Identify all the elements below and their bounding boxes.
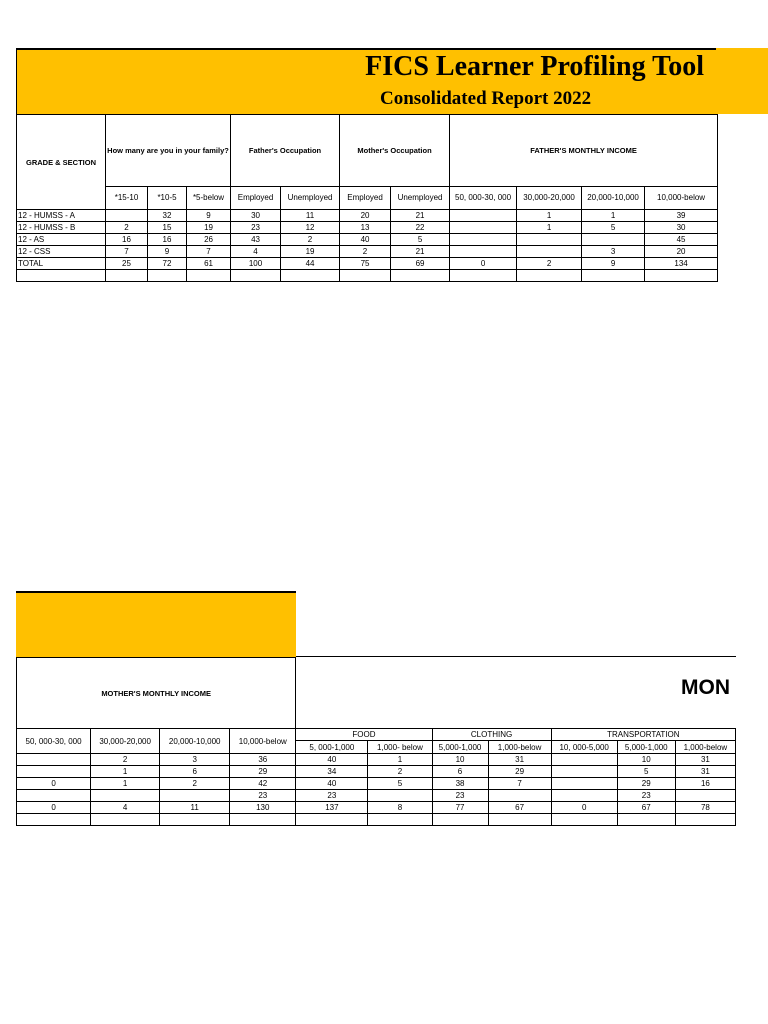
table-cell: 137	[296, 802, 368, 814]
table-cell: 0	[17, 778, 91, 790]
subheader-cell: 5, 000-1,000	[296, 741, 368, 754]
table-cell: 10	[617, 754, 675, 766]
table-cell: 78	[675, 802, 735, 814]
report-title: FICS Learner Profiling Tool	[365, 51, 704, 82]
table-cell: 40	[296, 754, 368, 766]
clothing-header: CLOTHING	[432, 729, 551, 741]
table-cell	[368, 790, 432, 802]
table-cell: 21	[391, 246, 450, 258]
second-banner	[16, 591, 296, 657]
table-cell	[488, 790, 551, 802]
subheader-cell: 1,000-below	[488, 741, 551, 754]
table-cell: 7	[488, 778, 551, 790]
table-cell: 134	[645, 258, 718, 270]
total-row	[17, 258, 718, 270]
mother-occupation-header: Mother's Occupation	[340, 115, 450, 187]
table-cell: 30	[231, 210, 281, 222]
table-cell: 9	[148, 246, 187, 258]
table-cell	[517, 246, 582, 258]
table-cell	[91, 790, 160, 802]
subheader-cell: 1,000- below	[368, 741, 432, 754]
monthly-expenses-heading: MON	[681, 676, 730, 699]
table-cell: 16	[148, 234, 187, 246]
table-cell: 2	[517, 258, 582, 270]
table-cell: 2	[160, 778, 230, 790]
table-cell: 75	[340, 258, 391, 270]
table-cell: 16	[675, 778, 735, 790]
subheader-cell: 10, 000-5,000	[551, 741, 617, 754]
table-cell: 42	[230, 778, 296, 790]
table-cell: 9	[187, 210, 231, 222]
table-cell: 67	[617, 802, 675, 814]
grade-section-cell: 12 - AS	[17, 234, 106, 246]
table-cell: 38	[432, 778, 488, 790]
transportation-header: TRANSPORTATION	[551, 729, 735, 741]
table-cell: 6	[432, 766, 488, 778]
report-subtitle: Consolidated Report 2022	[380, 88, 592, 109]
subheader-cell: 1,000-below	[675, 741, 735, 754]
grade-section-cell: 12 - HUMSS - B	[17, 222, 106, 234]
table-cell: 45	[645, 234, 718, 246]
father-income-header: FATHER'S MONTHLY INCOME	[450, 115, 718, 187]
income-expense-table	[16, 657, 736, 826]
table-cell	[450, 222, 517, 234]
table-cell	[551, 766, 617, 778]
table1-subheader-row	[17, 186, 718, 209]
table-cell: 36	[230, 754, 296, 766]
table-row	[17, 246, 718, 258]
empty-row	[17, 270, 718, 282]
table-cell: 23	[432, 790, 488, 802]
total-row	[17, 802, 736, 814]
table-cell	[582, 234, 645, 246]
table-cell: 32	[148, 210, 187, 222]
subheader-cell: 10,000-below	[645, 186, 718, 209]
table-cell: 1	[91, 766, 160, 778]
table-cell	[17, 790, 91, 802]
table-row	[17, 766, 736, 778]
table-cell: 7	[106, 246, 148, 258]
table-cell: 25	[106, 258, 148, 270]
table-cell: 44	[281, 258, 340, 270]
table-cell	[675, 790, 735, 802]
table-cell: 31	[675, 754, 735, 766]
subheader-cell: Unemployed	[281, 186, 340, 209]
subheader-cell: *5-below	[187, 186, 231, 209]
table-cell: 11	[281, 210, 340, 222]
table-cell: 16	[106, 234, 148, 246]
table-cell: 1	[517, 210, 582, 222]
table-cell: 21	[391, 210, 450, 222]
table-cell: 1	[91, 778, 160, 790]
table-cell: 19	[187, 222, 231, 234]
table-cell: 72	[148, 258, 187, 270]
table-cell: 39	[645, 210, 718, 222]
table-cell: 0	[17, 802, 91, 814]
table-row	[17, 778, 736, 790]
table-cell: 1	[582, 210, 645, 222]
table-cell: 7	[187, 246, 231, 258]
report-banner	[16, 48, 768, 114]
table-row	[17, 222, 718, 234]
table-cell: 23	[617, 790, 675, 802]
subheader-cell: 30,000-20,000	[517, 186, 582, 209]
table-cell: 9	[582, 258, 645, 270]
family-size-header: How many are you in your family?	[106, 115, 231, 187]
table-cell: 77	[432, 802, 488, 814]
table-row	[17, 790, 736, 802]
subheader-cell: 10,000-below	[230, 729, 296, 754]
learner-profile-table	[16, 114, 718, 282]
table-cell: 23	[296, 790, 368, 802]
table-cell: 4	[91, 802, 160, 814]
table-cell: 19	[281, 246, 340, 258]
table-cell: 29	[488, 766, 551, 778]
empty-row	[17, 814, 736, 826]
table-cell: 40	[340, 234, 391, 246]
subheader-cell: 30,000-20,000	[91, 729, 160, 754]
table-cell: 30	[645, 222, 718, 234]
father-occupation-header: Father's Occupation	[231, 115, 340, 187]
table-cell: 29	[617, 778, 675, 790]
table-cell: 13	[340, 222, 391, 234]
subheader-cell: *15-10	[106, 186, 148, 209]
grade-section-header: GRADE & SECTION	[17, 115, 106, 210]
table-cell	[450, 234, 517, 246]
total-label: TOTAL	[17, 258, 106, 270]
table-cell	[517, 234, 582, 246]
food-header: FOOD	[296, 729, 432, 741]
table-row	[17, 234, 718, 246]
table-cell: 26	[187, 234, 231, 246]
subheader-cell: 20,000-10,000	[582, 186, 645, 209]
table-cell: 43	[231, 234, 281, 246]
table-cell: 8	[368, 802, 432, 814]
table-cell	[551, 754, 617, 766]
table-cell	[17, 766, 91, 778]
table-cell: 1	[517, 222, 582, 234]
table-cell	[551, 778, 617, 790]
table-cell: 29	[230, 766, 296, 778]
table-cell: 0	[551, 802, 617, 814]
table-cell: 5	[368, 778, 432, 790]
table-cell: 5	[582, 222, 645, 234]
table-cell	[17, 754, 91, 766]
table-cell: 3	[160, 754, 230, 766]
table-cell: 20	[340, 210, 391, 222]
table-row	[17, 210, 718, 222]
table-cell: 15	[148, 222, 187, 234]
table-cell: 69	[391, 258, 450, 270]
subheader-cell: Unemployed	[391, 186, 450, 209]
table-cell: 23	[231, 222, 281, 234]
table-cell: 5	[617, 766, 675, 778]
table-cell: 2	[91, 754, 160, 766]
table-cell	[160, 790, 230, 802]
grade-section-cell: 12 - HUMSS - A	[17, 210, 106, 222]
table-row	[17, 754, 736, 766]
table-cell: 31	[675, 766, 735, 778]
subheader-cell: Employed	[231, 186, 281, 209]
table-cell: 31	[488, 754, 551, 766]
table-cell: 2	[340, 246, 391, 258]
table-cell	[450, 210, 517, 222]
mon-header-area	[296, 658, 736, 729]
table-cell: 4	[231, 246, 281, 258]
subheader-cell: Employed	[340, 186, 391, 209]
grade-section-cell: 12 - CSS	[17, 246, 106, 258]
subheader-cell: 5,000-1,000	[432, 741, 488, 754]
table-cell: 2	[368, 766, 432, 778]
table-cell: 11	[160, 802, 230, 814]
table-cell: 22	[391, 222, 450, 234]
table-cell: 0	[450, 258, 517, 270]
table-cell	[106, 210, 148, 222]
table-cell	[450, 246, 517, 258]
subheader-cell: *10-5	[148, 186, 187, 209]
table-cell: 6	[160, 766, 230, 778]
table-cell: 130	[230, 802, 296, 814]
table-cell: 40	[296, 778, 368, 790]
subheader-cell: 50, 000-30, 000	[450, 186, 517, 209]
table-cell: 1	[368, 754, 432, 766]
table-cell: 67	[488, 802, 551, 814]
mother-income-header: MOTHER'S MONTHLY INCOME	[17, 658, 296, 729]
subheader-cell: 5,000-1,000	[617, 741, 675, 754]
subheader-cell: 20,000-10,000	[160, 729, 230, 754]
table-cell: 5	[391, 234, 450, 246]
table-cell: 12	[281, 222, 340, 234]
table-cell: 23	[230, 790, 296, 802]
table-cell: 2	[106, 222, 148, 234]
table-cell: 2	[281, 234, 340, 246]
table-cell: 61	[187, 258, 231, 270]
table-cell	[551, 790, 617, 802]
table-cell: 100	[231, 258, 281, 270]
table-cell: 10	[432, 754, 488, 766]
subheader-cell: 50, 000-30, 000	[17, 729, 91, 754]
table-cell: 20	[645, 246, 718, 258]
table-cell: 3	[582, 246, 645, 258]
table-cell: 34	[296, 766, 368, 778]
